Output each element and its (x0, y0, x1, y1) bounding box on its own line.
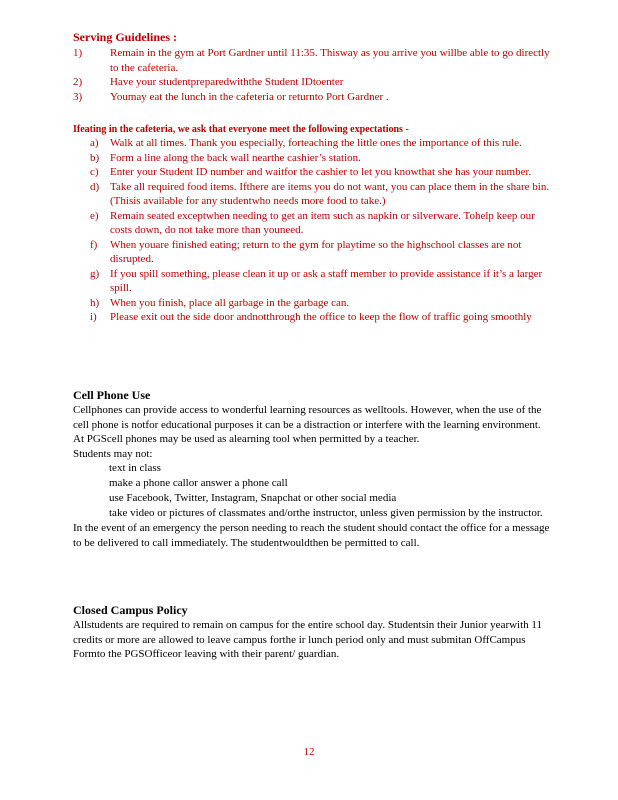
list-item: make a phone callor answer a phone call (109, 477, 288, 489)
list-item: h) When you finish, place all garbage in the garbage can. (90, 296, 350, 309)
list-item: b) Form a line along the back wall nearthe cashier’s station. (90, 151, 361, 164)
page-number: 12 (303, 746, 315, 758)
list-item: use Facebook, Twitter, Instagram, Snapchat or other social media (109, 492, 397, 504)
eating-expectations-heading: Ifeating in the cafeteria, we ask that everyone meet the following expectations - (73, 124, 409, 135)
closed-campus-paragraph: Allstudents are required to remain on campus for the entire school day. Studentsin their Junior yearwith 11 credits or more are allowed to leave campus forthe ir lunch period only and must submitan OffCampus Formto the PGSOfficeor leaving with their parent/ guardian. (73, 619, 543, 660)
cell-phone-intro: Cellphones can provide access to wonderful learning resources as welltools. However, when the use of the cell phone is notfor educational purposes it can be a distraction or interfere with the learning environment. At PGScell phones may be used as alearning tool when permitted by a teacher. (73, 404, 542, 445)
closed-campus-heading: Closed Campus Policy (73, 603, 188, 617)
may-not-label: Students may not: (73, 447, 153, 460)
list-item: text in class (109, 462, 161, 474)
list-item: 2) Have your studentpreparedwiththe Student IDtoenter (73, 76, 344, 88)
list-item: f) When youare finished eating; return to the gym for playtime so the highschool classes are not disrupted. (90, 238, 522, 265)
list-item: 3) Youmay eat the lunch in the cafeteria or returnto Port Gardner . (73, 90, 389, 103)
list-item: e) Remain seated exceptwhen needing to get an item such as napkin or silverware. Tohelp keep our costs down, do not take more than youneed. (90, 209, 535, 236)
eating-expectations-list (73, 136, 551, 325)
cell-phone-section (73, 388, 551, 550)
serving-guidelines-section (73, 30, 551, 104)
serving-guidelines-list (73, 46, 551, 104)
closed-campus-section (73, 603, 551, 662)
list-item: d) Take all required food items. Ifthere are items you do not want, you can place them in the share bin. (Thisis available for any studentwho needs more food to take.) (90, 180, 550, 207)
list-item: 1) Remain in the gym at Port Gardner until 11:35. Thisway as you arrive you willbe able to go directly to the cafeteria. (73, 47, 550, 74)
list-item: take video or pictures of classmates and/orthe instructor, unless given permission by the instructor. (109, 507, 543, 519)
restrictions-list (73, 461, 551, 521)
list-item: g) If you spill something, please clean it up or ask a staff member to provide assistance if it’s a larger spill. (90, 267, 543, 294)
list-item: i) Please exit out the side door andnotthrough the office to keep the flow of traffic going smoothly (90, 311, 532, 323)
list-item: c) Enter your Student ID number and waitfor the cashier to let you knowthat she has your number. (90, 166, 532, 178)
cell-phone-heading: Cell Phone Use (73, 388, 151, 402)
emergency-paragraph: In the event of an emergency the person needing to reach the student should contact the office for a message to be delivered to call immediately. The studentwouldthen be permitted to call. (73, 522, 550, 549)
serving-guidelines-heading: Serving Guidelines : (73, 30, 178, 44)
list-item: a) Walk at all times. Thank you especially, forteaching the little ones the importance of this rule. (90, 137, 522, 149)
eating-expectations-section (73, 123, 551, 325)
